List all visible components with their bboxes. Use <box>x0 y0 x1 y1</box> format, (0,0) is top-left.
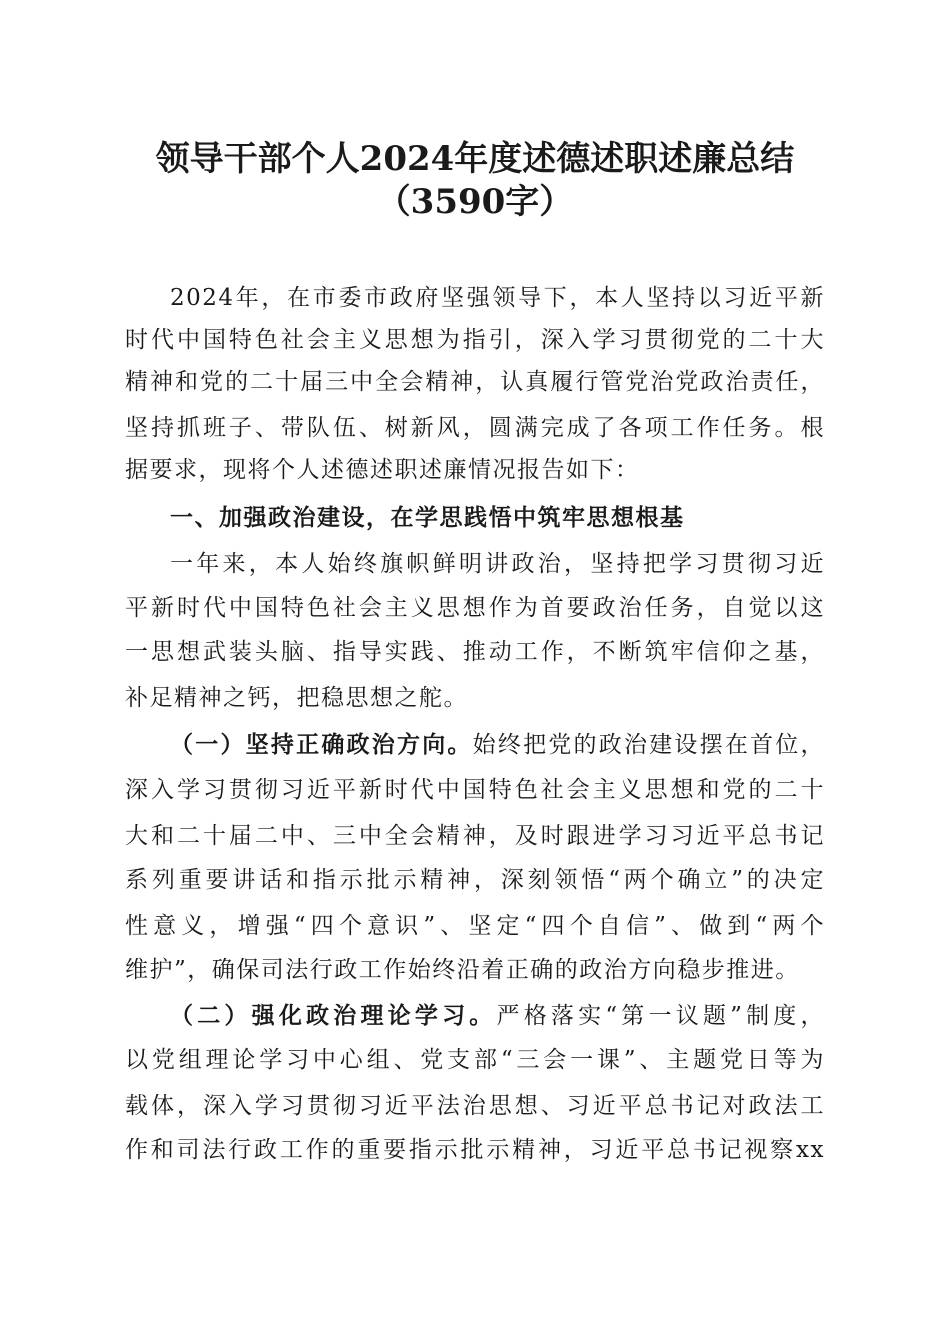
item1-line: 系列重要讲话和指示批示精神，深刻领悟“两个确立”的决定 <box>125 867 825 893</box>
item2-line: 载体，深入学习贯彻习近平法治思想、习近平总书记对政法工 <box>125 1093 825 1119</box>
section1-line: 补足精神之钙，把稳思想之舵。 <box>125 685 468 711</box>
item1-line: 深入学习贯彻习近平新时代中国特色社会主义思想和党的二十 <box>125 777 825 803</box>
document-word-count: （3590字） <box>376 182 574 222</box>
item2-line: 作和司法行政工作的重要指示批示精神，习近平总书记视察xx <box>125 1137 825 1163</box>
section1-line: 平新时代中国特色社会主义思想作为首要政治任务，自觉以这 <box>125 595 825 621</box>
item1-first-line <box>170 727 825 763</box>
item2-rest: 严格落实“第一议题”制度， <box>496 1003 825 1029</box>
item1-lead: （一）坚持正确政治方向。 <box>170 731 473 758</box>
item2-first-line <box>170 998 825 1034</box>
intro-line: 时代中国特色社会主义思想为指引，深入学习贯彻党的二十大 <box>125 327 825 353</box>
intro-line: 坚持抓班子、带队伍、树新风，圆满完成了各项工作任务。根 <box>125 415 825 441</box>
intro-line: 2024年，在市委市政府坚强领导下，本人坚持以习近平新 <box>170 285 825 311</box>
item2-line: 以党组理论学习中心组、党支部“三会一课”、主题党日等为 <box>125 1047 825 1073</box>
item2-lead: （二）强化政治理论学习。 <box>170 1002 497 1029</box>
intro-line: 精神和党的二十届三中全会精神，认真履行管党治党政治责任， <box>125 369 825 395</box>
section1-line: 一思想武装头脑、指导实践、推动工作，不断筑牢信仰之基， <box>125 639 825 665</box>
intro-line: 据要求，现将个人述德述职述廉情况报告如下： <box>125 457 640 483</box>
section1-line: 一年来，本人始终旗帜鲜明讲政治，坚持把学习贯彻习近 <box>170 551 825 577</box>
item1-line: 大和二十届二中、三中全会精神，及时跟进学习习近平总书记 <box>125 823 825 849</box>
item1-line: 性意义，增强“四个意识”、坚定“四个自信”、做到“两个 <box>125 913 825 939</box>
document-title: 领导干部个人2024年度述德述职述廉总结 <box>155 139 795 179</box>
item1-rest: 始终把党的政治建设摆在首位， <box>472 732 825 758</box>
section-heading: 一、加强政治建设，在学思践悟中筑牢思想根基 <box>170 504 685 531</box>
item1-line: 维护”，确保司法行政工作始终沿着正确的政治方向稳步推进。 <box>125 957 800 983</box>
